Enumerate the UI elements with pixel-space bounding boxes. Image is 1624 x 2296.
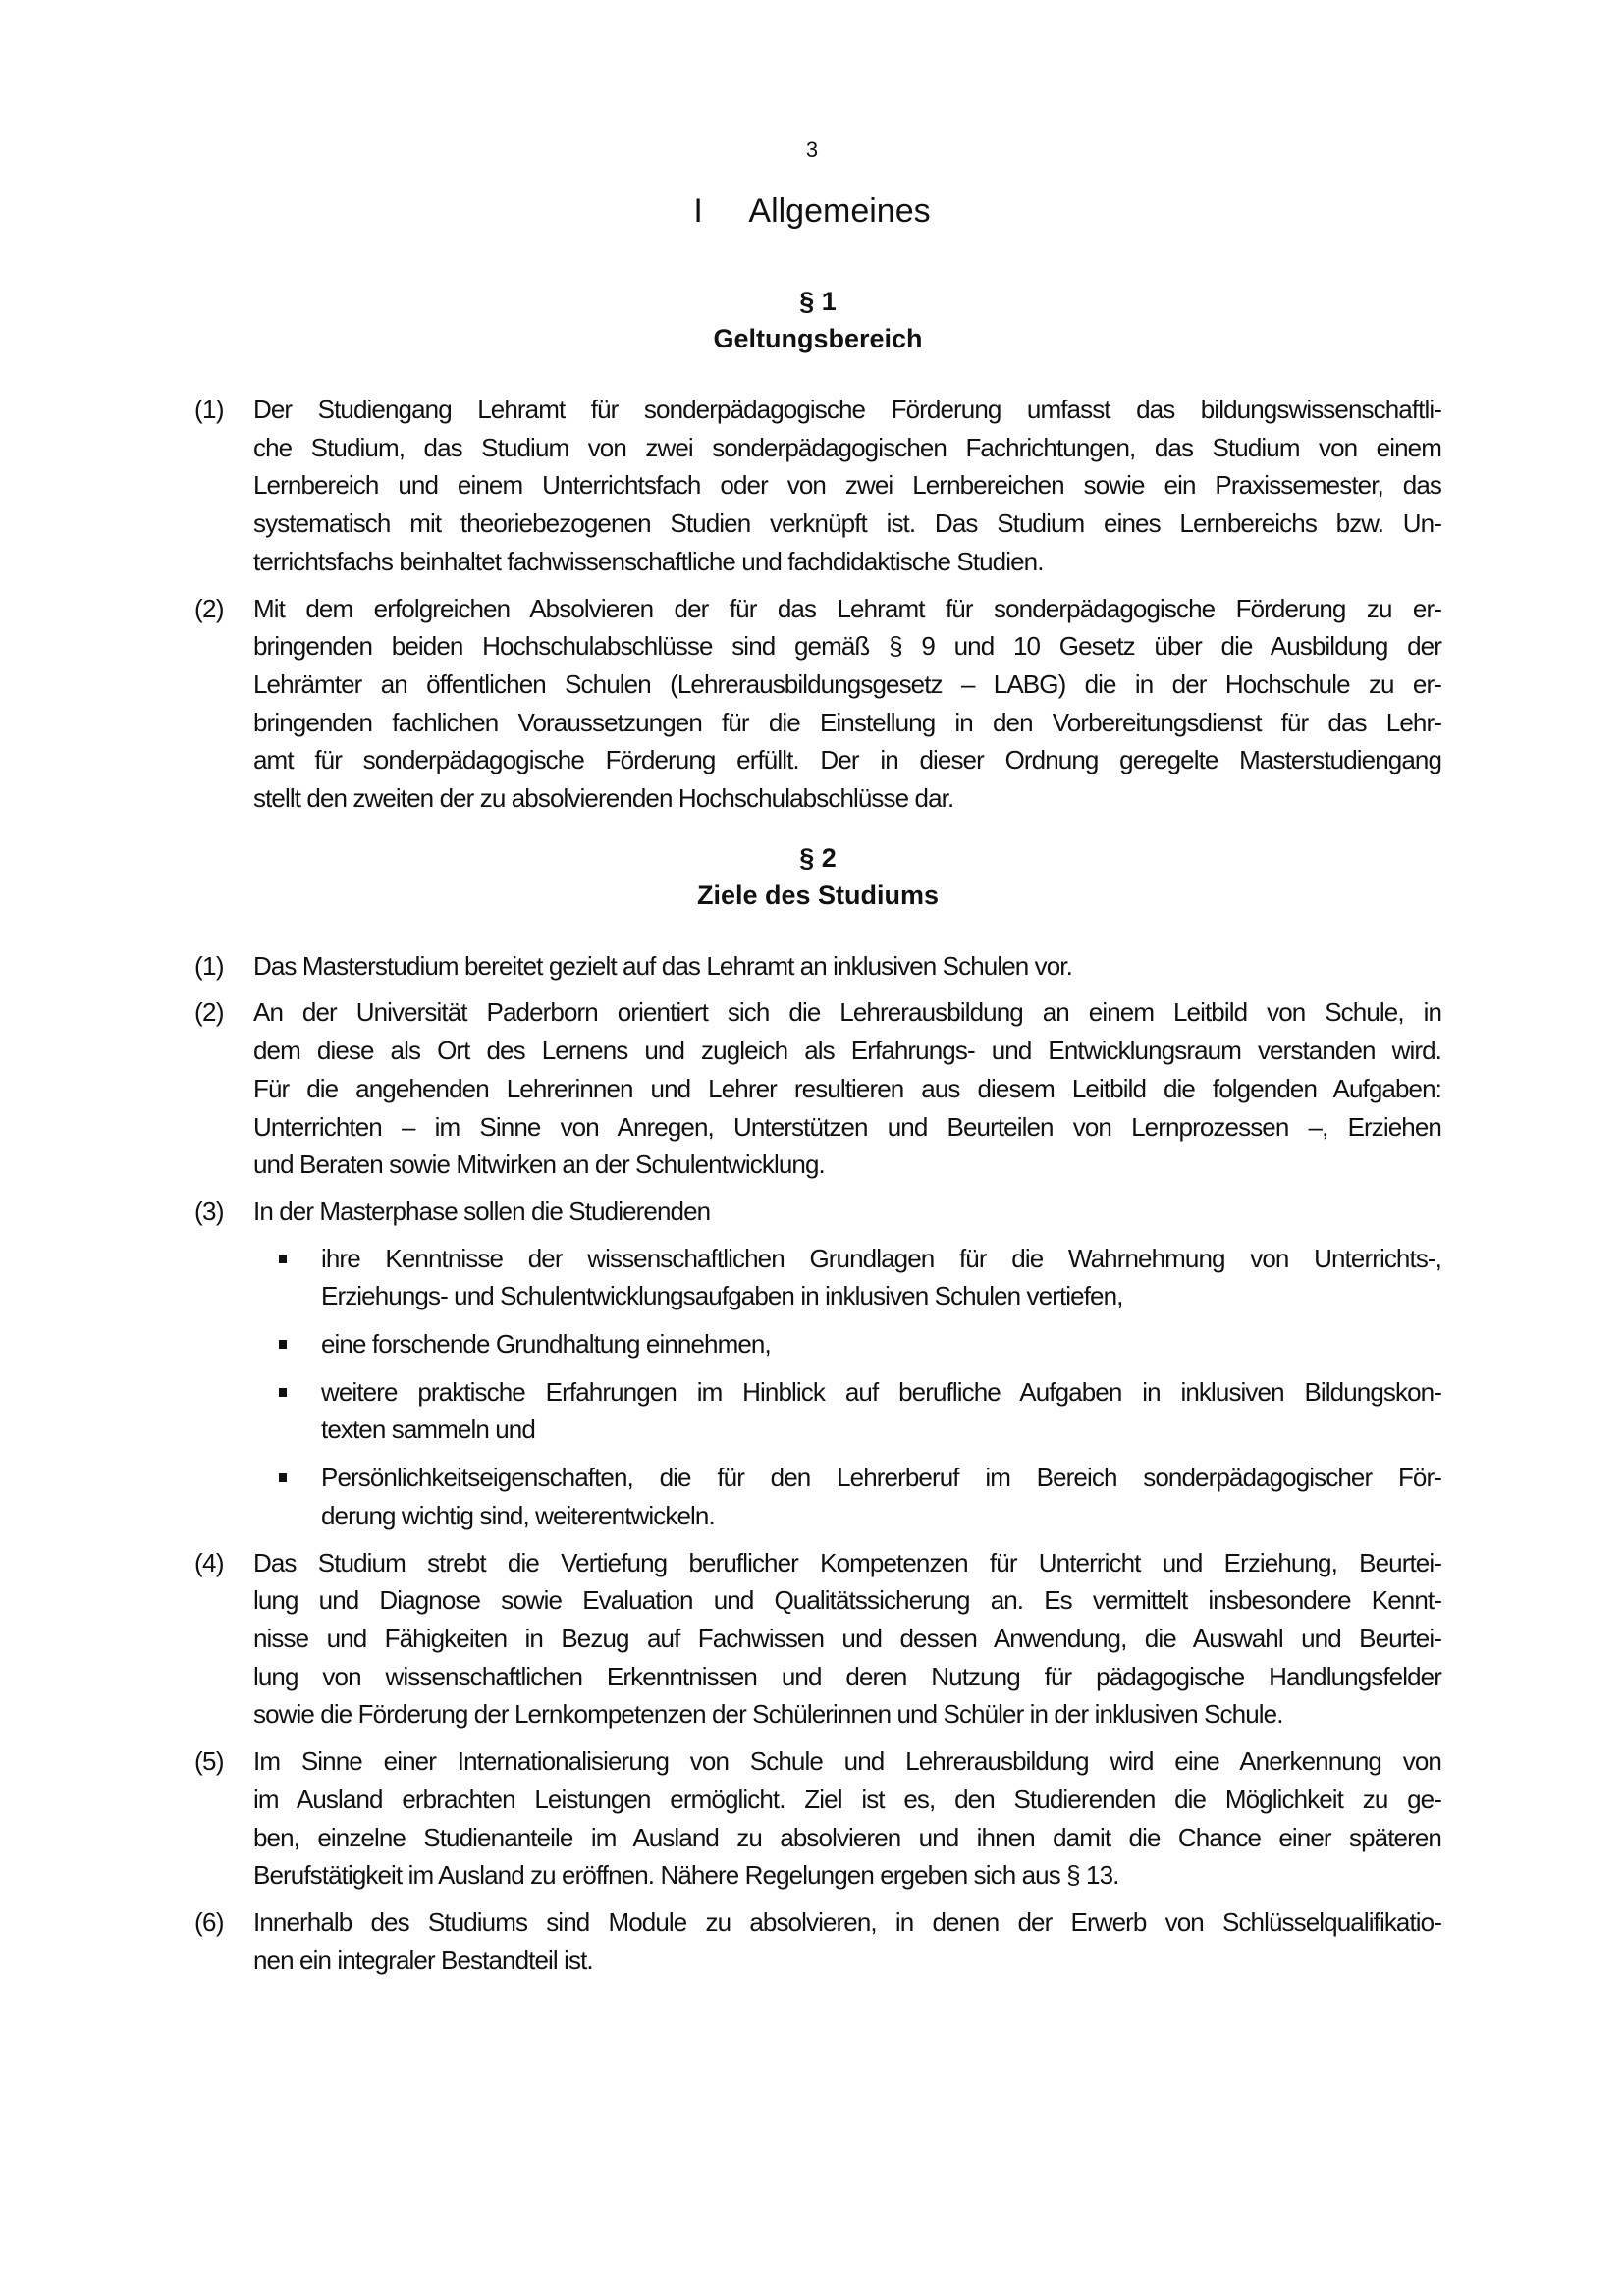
text-line: und Beraten sowie Mitwirken an der Schulentwicklung. — [253, 1149, 825, 1180]
paragraph — [194, 1742, 1441, 1895]
paragraph-number: (4) — [194, 1547, 224, 1577]
square-bullet-icon — [279, 1473, 287, 1482]
paragraph — [194, 1544, 1441, 1735]
text-line: amt für sonderpädagogische Förderung erfüllt. Der in dieser Ordnung geregelte Masterstudiengang — [253, 745, 1441, 775]
text-line: Das Masterstudium bereitet gezielt auf das Lehramt an inklusiven Schulen vor. — [253, 950, 1072, 981]
text-line: terrichtsfachs beinhaltet fachwissenschaftliche und fachdidaktische Studien. — [253, 546, 1044, 576]
text-line: texten sammeln und — [321, 1415, 535, 1445]
text-line: stellt den zweiten der zu absolvierenden Hochschulabschlüsse dar. — [253, 783, 954, 814]
paragraph — [194, 391, 1441, 581]
bullet-item — [253, 1325, 1441, 1363]
text-line: nen ein integraler Bestandteil ist. — [253, 1945, 593, 1975]
square-bullet-icon — [279, 1340, 287, 1349]
text-line: Unterrichten – im Sinne von Anregen, Unterstützen und Beurteilen von Lernprozessen –, Erziehen — [253, 1111, 1441, 1142]
paragraph-number: (6) — [194, 1906, 224, 1937]
paragraph — [194, 590, 1441, 818]
text-line: derung wichtig sind, weiterentwickeln. — [321, 1500, 715, 1530]
text-line: bringenden beiden Hochschulabschlüsse sind gemäß § 9 und 10 Gesetz über die Ausbildung der — [253, 631, 1441, 662]
section-heading — [194, 839, 1441, 914]
paragraph-number: (5) — [194, 1746, 224, 1777]
bullet-item — [253, 1459, 1441, 1534]
text-line: Lernbereich und einem Unterrichtsfach oder von zwei Lernbereichen sowie ein Praxissemester, das — [253, 470, 1441, 501]
square-bullet-icon — [279, 1388, 287, 1397]
text-line: im Ausland erbrachten Leistungen ermöglicht. Ziel ist es, den Studierenden die Möglichkeit zu ge- — [253, 1784, 1441, 1814]
text-line: An der Universität Paderborn orientiert sich die Lehrerausbildung an einem Leitbild von Schule, in — [253, 997, 1441, 1028]
paragraph-number: (2) — [194, 997, 224, 1028]
section — [194, 839, 1441, 1980]
text-line: ben, einzelne Studienanteile im Ausland zu absolvieren und ihnen damit die Chance einer späteren — [253, 1822, 1441, 1852]
text-line: Mit dem erfolgreichen Absolvieren der für das Lehramt für sonderpädagogische Förderung zu er- — [253, 593, 1441, 623]
text-line: Berufstätigkeit im Ausland zu eröffnen. Nähere Regelungen ergeben sich aus § 13. — [253, 1860, 1119, 1891]
paragraph — [194, 1193, 1441, 1535]
text-line: Erziehungs- und Schulentwicklungsaufgaben in inklusiven Schulen vertiefen, — [321, 1281, 1123, 1311]
text-line: Im Sinne einer Internationalisierung von Schule und Lehrerausbildung wird eine Anerkennung von — [253, 1746, 1441, 1777]
text-line: Das Studium strebt die Vertiefung beruflicher Kompetenzen für Unterricht und Erziehung, Beurtei- — [253, 1547, 1441, 1577]
text-line: Innerhalb des Studiums sind Module zu absolvieren, in denen der Erwerb von Schlüsselqualifikatio- — [253, 1906, 1441, 1937]
paragraph-number: (2) — [194, 593, 224, 623]
bullet-list — [253, 1240, 1441, 1535]
section — [194, 283, 1441, 818]
paragraph-number: (1) — [194, 950, 224, 981]
text-line: Lehrämter an öffentlichen Schulen (Lehrerausbildungsgesetz – LABG) die in der Hochschule zu er- — [253, 668, 1441, 699]
text-line: bringenden fachlichen Voraussetzungen für die Einstellung in den Vorbereitungsdienst für das Lehr- — [253, 707, 1441, 737]
section-number: § 1 — [799, 287, 837, 316]
text-line: Persönlichkeitseigenschaften, die für den Lehrerberuf im Bereich sonderpädagogischer För- — [321, 1463, 1441, 1493]
chapter-heading — [0, 192, 1624, 231]
text-line: lung und Diagnose sowie Evaluation und Qualitätssicherung an. Es vermittelt insbesondere Kennt- — [253, 1585, 1441, 1616]
section-number: § 2 — [799, 842, 837, 873]
text-line: In der Masterphase sollen die Studierenden — [253, 1196, 711, 1226]
text-line: systematisch mit theoriebezogenen Studien verknüpft ist. Das Studium eines Lernbereichs bzw. Un- — [253, 508, 1441, 539]
text-line: lung von wissenschaftlichen Erkenntnissen und deren Nutzung für pädagogische Handlungsfelder — [253, 1661, 1441, 1691]
text-line: dem diese als Ort des Lernens und zugleich als Erfahrungs- und Entwicklungsraum verstanden wird. — [253, 1036, 1441, 1066]
section-heading — [194, 283, 1441, 357]
section-title: Ziele des Studiums — [696, 880, 940, 910]
paragraph — [194, 1903, 1441, 1979]
chapter-number: I — [693, 192, 703, 230]
text-line: ihre Kenntnisse der wissenschaftlichen Grundlagen für die Wahrnehmung von Unterrichts-, — [321, 1243, 1441, 1273]
paragraph — [194, 947, 1441, 986]
section-title: Geltungsbereich — [713, 324, 923, 353]
document-body — [194, 283, 1441, 2001]
paragraph — [194, 993, 1441, 1184]
text-line: che Studium, das Studium von zwei sonderpädagogischen Fachrichtungen, das Studium von einem — [253, 432, 1441, 462]
text-line: eine forschende Grundhaltung einnehmen, — [321, 1329, 771, 1360]
bullet-item — [253, 1373, 1441, 1449]
paragraph-number: (3) — [194, 1196, 224, 1226]
text-line: sowie die Förderung der Lernkompetenzen der Schülerinnen und Schüler in der inklusiven Schule. — [253, 1699, 1283, 1730]
text-line: nisse und Fähigkeiten in Bezug auf Fachwissen und dessen Anwendung, die Auswahl und Beurtei- — [253, 1623, 1441, 1653]
text-line: Der Studiengang Lehramt für sonderpädagogische Förderung umfasst das bildungswissenschaftli- — [253, 395, 1441, 424]
chapter-title: Allgemeines — [748, 192, 931, 230]
paragraph-number: (1) — [194, 395, 224, 424]
square-bullet-icon — [279, 1255, 287, 1263]
text-line: Für die angehenden Lehrerinnen und Lehrer resultieren aus diesem Leitbild die folgenden Aufgaben: — [253, 1073, 1441, 1103]
text-line: weitere praktische Erfahrungen im Hinblick auf berufliche Aufgaben in inklusiven Bildungskon- — [321, 1376, 1441, 1407]
bullet-item — [253, 1240, 1441, 1315]
page-number: 3 — [805, 137, 819, 162]
